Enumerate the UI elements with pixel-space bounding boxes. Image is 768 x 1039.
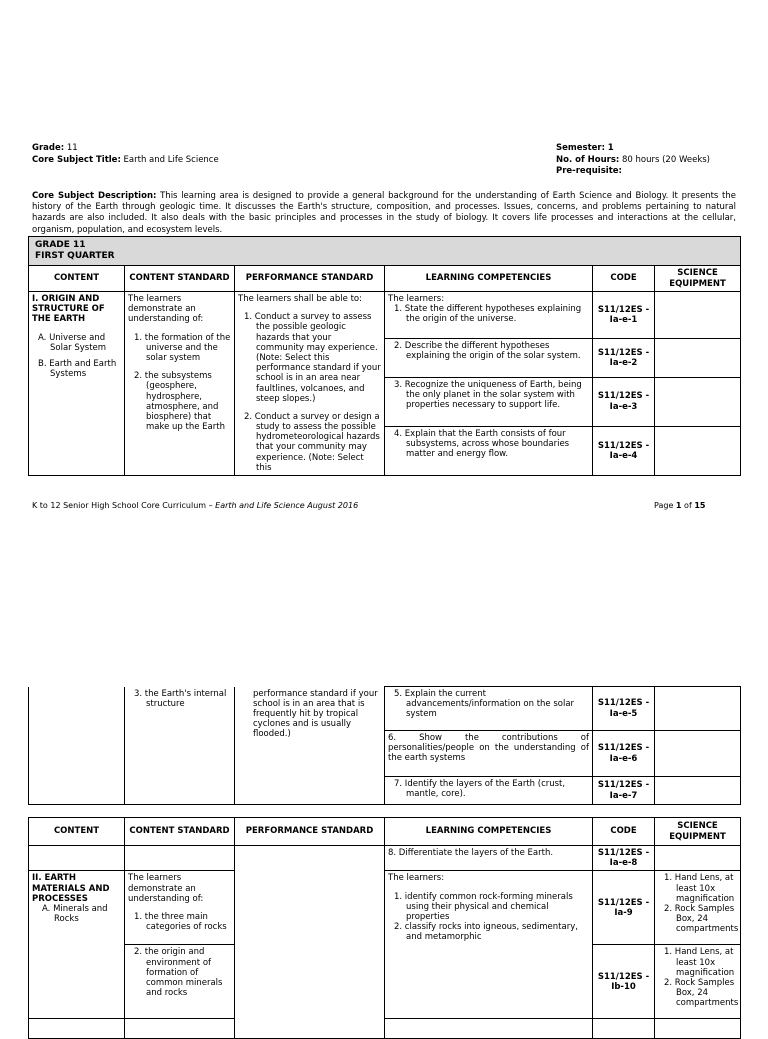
subject-line [32,155,219,166]
footer-curriculum: K to 12 Senior High School Core Curriculum – [32,501,216,510]
grade-quarter-cell [29,237,741,266]
code-cell: S11/12ES -Ia-e-1 [593,292,655,339]
subject-value: Earth and Life Science [123,155,219,165]
equipment-cell [655,945,741,1019]
content-cell [29,687,125,805]
content-title: I. ORIGIN AND STRUCTURE OF THE EARTH [32,294,105,325]
code-cell: S11/12ES -Ia-e-8 [593,846,655,871]
content-item: A. Universe and Solar System [38,332,107,353]
prereq-label: Pre-requisite: [556,166,622,176]
code-cell: S11/12ES -Ia-e-4 [593,426,655,475]
footer-subject-date: Earth and Life Science August 2016 [215,501,359,510]
lc-item: 1. State the different hypotheses explaining the origin of the universe. [394,304,582,325]
lc-item: 1. identify common rock-forming minerals using their physical and chemical properties [394,891,573,922]
description-label: Core Subject Description: [32,191,157,201]
ps-item: 2. Conduct a survey or design a study to assess the possible hydrometeorological hazards that your community may experience. (Note: Select this [244,411,380,473]
content-standard-cell [125,292,235,476]
equipment-item: 1. Hand Lens, at least 10x magnification [664,873,735,904]
equipment-item: 2. Rock Samples Box, 24 compartments [664,903,739,935]
description-text: This learning area is designed to provide a general background for the understanding of Earth Science and Biology. It presents the history of the Earth through geologic time. It discusses the Earth's structure, composition, and processes. Issues, concerns, and problems pertaining to natural hazards are also included. It also deals with the basic principles and processes in the study of biology. It covers life processes and interactions at the cellular, organism, population, and ecosystem levels. [32,191,736,235]
column-header-row [29,266,741,292]
ps-intro: The learners shall be able to: [238,294,362,304]
lc-item: 4. Explain that the Earth consists of four subsystems, across whose boundaries matter and energy flow. [394,428,570,460]
competency-cell [385,687,593,731]
content-standard-cell [125,945,235,1019]
table-row [29,687,741,731]
grade-value: 11 [66,143,78,153]
competency-cell [385,777,593,805]
competency-cell [385,731,593,777]
lc-item: 2. classify rocks into igneous, sedimentary, and metamorphic [394,922,578,943]
code-cell: S11/12ES -Ia-e-2 [593,339,655,378]
competency-cell [385,292,593,339]
equipment-item: 2. Rock Samples Box, 24 compartments [664,977,739,1009]
lc-item: 2. Describe the different hypotheses explaining the origin of the solar system. [394,341,581,362]
quarter-heading: FIRST QUARTER [35,250,115,261]
curriculum-table-q1 [28,236,741,476]
competency-cell [385,1019,593,1039]
prereq-line [556,166,622,177]
performance-standard-cell [235,687,385,805]
competency-cell [385,846,593,871]
competency-cell [385,426,593,475]
lc-intro: The learners: [388,294,445,304]
code-cell: S11/12ES -Ia-e-7 [593,777,655,805]
equipment-cell [655,1019,741,1039]
col-content: CONTENT [29,818,125,846]
content-standard-cell [125,687,235,805]
cs-intro: The learners demonstrate an understanding of: [128,294,204,325]
content-item: B. Earth and Earth Systems [38,358,117,380]
col-content-standard: CONTENT STANDARD [125,818,235,846]
semester-line [556,143,614,154]
page-number: Page 1 of 15 [654,501,706,510]
equipment-item: 1. Hand Lens, at least 10x magnification [664,947,735,978]
competency-cell [385,871,593,1019]
performance-standard-cell [235,846,385,1039]
code-cell: S11/12ES - Ib-10 [593,945,655,1019]
lc-item: 7. Identify the layers of the Earth (crust, mantle, core). [394,779,566,800]
competency-cell [385,377,593,426]
col-code: CODE [593,266,655,292]
content-cell [29,846,125,871]
content-cell [29,871,125,1019]
equipment-cell [655,777,741,805]
equipment-cell [655,292,741,339]
equipment-cell [655,731,741,777]
col-content: CONTENT [29,266,125,292]
content-cell [29,292,125,476]
content-item: A. Minerals and Rocks [42,903,108,925]
content-standard-cell [125,871,235,945]
curriculum-table-continued [28,686,741,805]
code-cell: S11/12ES -Ia-e-6 [593,731,655,777]
subject-label: Core Subject Title: [32,155,121,165]
code-cell: S11/12ES -Ia-e-5 [593,687,655,731]
table-row [29,846,741,871]
lc-item: 5. Explain the current advancements/information on the solar system [394,689,575,720]
col-science-equipment: SCIENCE EQUIPMENT [655,818,741,846]
table-row [29,1019,741,1039]
content-standard-cell [125,1019,235,1039]
col-learning-competencies: LEARNING COMPETENCIES [385,818,593,846]
subject-description [32,191,736,236]
hours-line [556,155,710,166]
semester-label: Semester: [556,143,605,153]
cs-item: 2. the origin and environment of formation of common minerals and rocks [134,947,223,999]
equipment-cell [655,426,741,475]
equipment-cell [655,377,741,426]
content-standard-cell [125,846,235,871]
equipment-cell [655,871,741,945]
lc-item: 3. Recognize the uniqueness of Earth, being the only planet in the solar system with properties necessary to support life. [394,379,582,410]
ps-item: 1. Conduct a survey to assess the possible geologic hazards that your community may experience. (Note: Select this performance standard if your school is in an area near faultlines, volcanoes, and steep slopes.) [244,312,381,404]
code-cell [593,1019,655,1039]
cs-item: 2. the subsystems (geosphere, hydrosphere, atmosphere, and biosphere) that make up the Earth [134,371,225,433]
performance-standard-cell [235,292,385,476]
semester-value: 1 [607,143,614,153]
cs-item: 1. the three main categories of rocks [134,911,227,933]
curriculum-table-earth-materials [28,817,741,1039]
content-title: II. EARTH MATERIALS AND PROCESSES [32,873,110,904]
ps-continuation: performance standard if your school is in an area that is frequently hit by tropical cyclones and is usually flooded.) [253,688,378,740]
col-content-standard: CONTENT STANDARD [125,266,235,292]
equipment-cell [655,687,741,731]
col-performance-standard: PERFORMANCE STANDARD [235,818,385,846]
lc-item: 8. Differentiate the layers of the Earth. [388,848,554,858]
grade-label: Grade: [32,143,65,153]
grade-line [32,143,78,154]
footer-left [32,501,358,511]
col-science-equipment: SCIENCE EQUIPMENT [655,266,741,292]
equipment-cell [655,846,741,871]
hours-label: No. of Hours: [556,155,620,165]
grade-heading: GRADE 11 [35,240,86,250]
lc-intro: The learners: [388,873,445,884]
table-row [29,292,741,339]
col-code: CODE [593,818,655,846]
code-cell: S11/12ES -Ia-9 [593,871,655,945]
lc-item: 6. Show the contributions of personalities/people on the understanding of the earth systems [388,733,589,764]
column-header-row [29,818,741,846]
code-cell: S11/12ES -Ia-e-3 [593,377,655,426]
col-performance-standard: PERFORMANCE STANDARD [235,266,385,292]
grade-header-row [29,237,741,266]
cs-item: 3. the Earth's internal structure [134,688,227,709]
content-cell [29,1019,125,1039]
hours-value: 80 hours (20 Weeks) [622,155,710,165]
table-row [29,871,741,945]
cs-intro: The learners demonstrate an understanding of: [128,873,204,904]
equipment-cell [655,339,741,378]
competency-cell [385,339,593,378]
col-learning-competencies: LEARNING COMPETENCIES [385,266,593,292]
cs-item: 1. the formation of the universe and the solar system [134,332,231,363]
